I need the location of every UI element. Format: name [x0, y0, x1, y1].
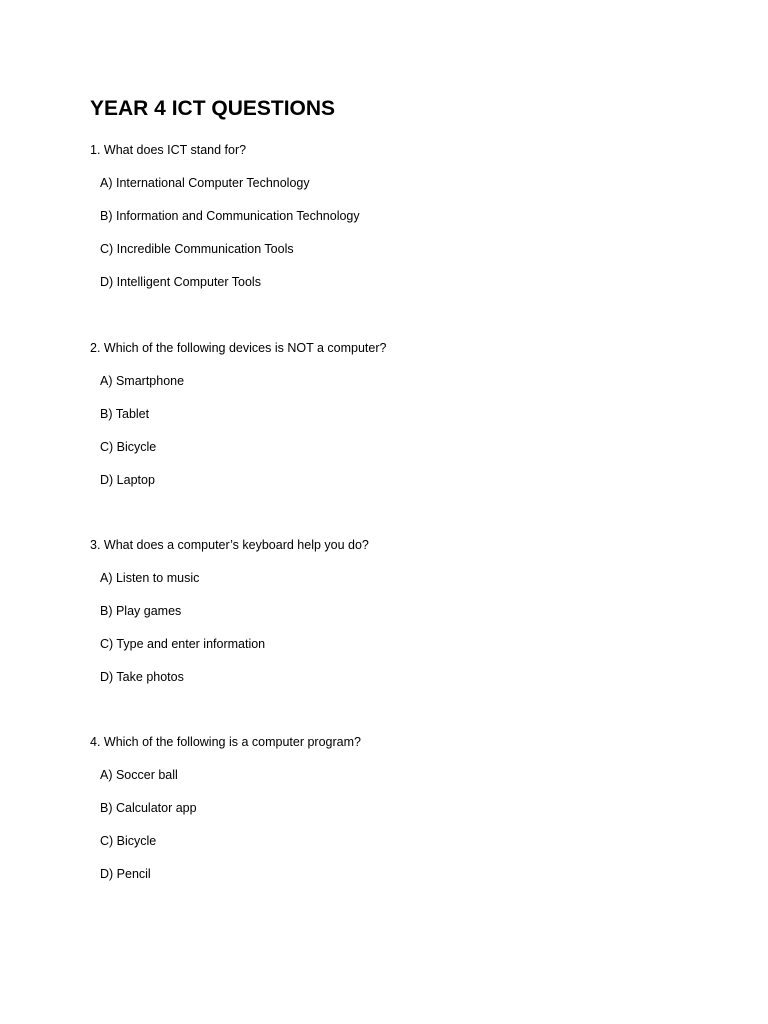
answer-option: B) Information and Communication Technology [100, 209, 360, 223]
answer-option: B) Tablet [100, 407, 150, 421]
answer-option: C) Incredible Communication Tools [100, 242, 294, 256]
answer-option: D) Laptop [100, 473, 155, 487]
answer-option: B) Play games [100, 604, 182, 618]
answer-option: A) Soccer ball [100, 768, 178, 782]
question-text: 2. Which of the following devices is NOT a computer? [90, 341, 387, 355]
answer-option: A) International Computer Technology [100, 176, 310, 190]
question-text: 4. Which of the following is a computer program? [90, 735, 361, 749]
question-block-2 [90, 339, 690, 504]
answer-option: D) Intelligent Computer Tools [100, 275, 261, 289]
question-block-3 [90, 536, 690, 701]
question-block-1 [90, 141, 690, 306]
answer-option: C) Bicycle [100, 834, 157, 848]
answer-option: A) Smartphone [100, 374, 185, 388]
answer-option: C) Type and enter information [100, 637, 266, 651]
answer-option: C) Bicycle [100, 440, 157, 454]
question-block-4 [90, 733, 690, 898]
answer-option: D) Pencil [100, 867, 151, 881]
answer-option: A) Listen to music [100, 571, 200, 585]
answer-option: D) Take photos [100, 670, 184, 684]
answer-option: B) Calculator app [100, 801, 197, 815]
page-title: YEAR 4 ICT QUESTIONS [90, 97, 336, 120]
question-text: 1. What does ICT stand for? [90, 143, 247, 157]
question-text: 3. What does a computer’s keyboard help you do? [90, 538, 369, 552]
